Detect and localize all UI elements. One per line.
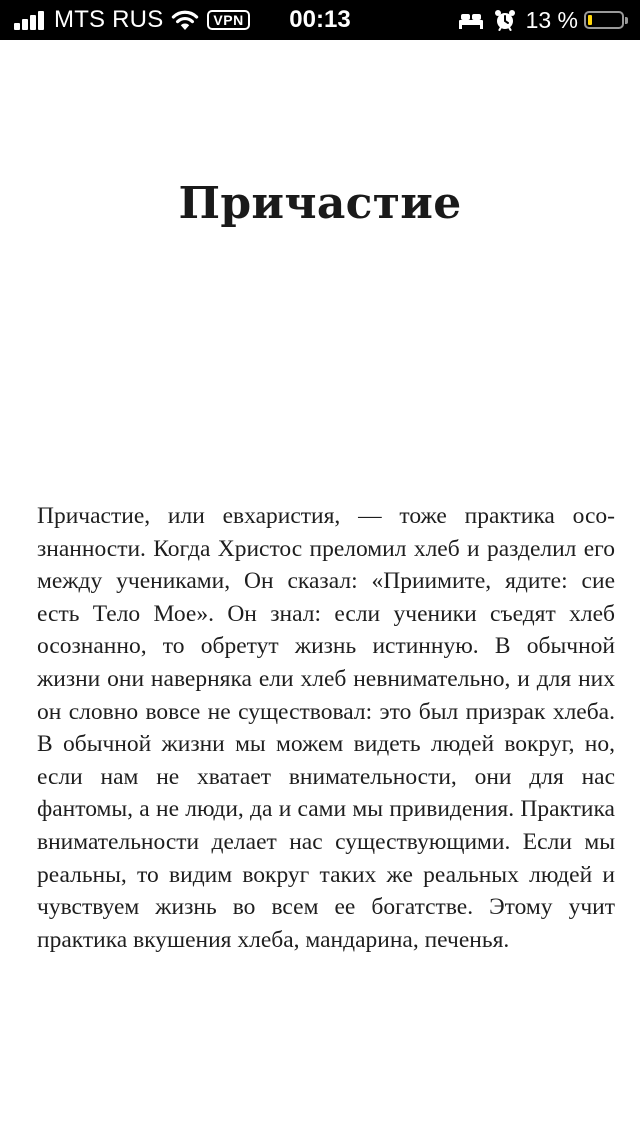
status-time: 00:13 <box>289 6 351 33</box>
chapter-title: Причастие <box>178 178 462 229</box>
battery-fill <box>588 15 592 25</box>
battery-cap <box>625 17 628 24</box>
bed-icon <box>458 11 484 29</box>
chapter-body-text: Причастие, или евхаристия, — тоже практика осознанности. Когда Христос преломил хлеб и разделил его между учениками, Он сказал: «Приимите, ядите: сие есть Тело Мое». Он знал: если ученики съедят хлеб осознанно, то обретут жизнь истинную. В обычной жизни они наверняка ели хлеб невнимательно, и для них он словно вовсе не существовал: это был призрак хлеба. В обычной жизни мы можем видеть людей вокруг, но, если нам не хватает внимательности, они для нас фантомы, а не люди, да и сами мы привидения. Практика внимательности делает нас существующими. Если мы реальны, то видим вокруг таких же реальных людей и чувствуем жизнь во всем ее богатстве. Этому учит практика вкушения хлеба, мандарина, печенья. <box>37 503 615 953</box>
alarm-icon <box>494 9 516 31</box>
carrier-name: MTS RUS <box>54 6 164 33</box>
status-bar <box>0 0 640 40</box>
battery-percent: 13 % <box>525 6 578 33</box>
wifi-icon <box>171 9 199 31</box>
vpn-badge: VPN <box>207 10 249 30</box>
status-bar-left <box>14 0 250 40</box>
battery-icon <box>584 11 624 29</box>
status-bar-right <box>458 0 628 40</box>
signal-icon <box>14 10 46 30</box>
